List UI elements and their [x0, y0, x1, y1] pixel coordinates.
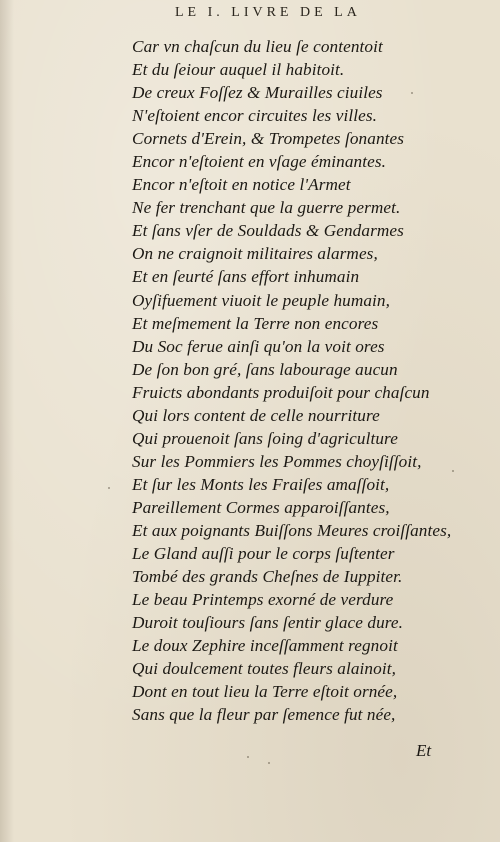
verse-line: Encor n'eſtoit en notice l'Armet: [132, 175, 351, 195]
verse-line: Qui prouenoit ſans ſoing d'agriculture: [132, 428, 398, 448]
verse-line: Et en ſeurté ſans effort inhumain: [132, 267, 360, 287]
verse-line: Le Gland auſſi pour le corps ſuſtenter: [132, 544, 395, 564]
verse-line: Le doux Zephire inceſſamment regnoit: [132, 636, 398, 656]
verse-line: Et ſur les Monts les Fraiſes amaſſoit,: [132, 474, 390, 494]
verse-line: N'eſtoient encor circuites les villes.: [132, 106, 378, 126]
verse-line: De ſon bon gré, ſans labourage aucun: [132, 359, 398, 379]
verse-line: Sur les Pommiers les Pommes choyſiſſoit,: [132, 451, 422, 471]
verse-line: Car vn chaſcun du lieu ſe contentoit: [132, 37, 383, 56]
verse-line: Qui doulcement toutes fleurs alainoit,: [132, 659, 396, 679]
page-gutter-shadow: [0, 0, 14, 842]
catchword: Et: [416, 741, 432, 760]
verse-line: Encor n'eſtoient en vſage éminantes.: [132, 152, 387, 172]
verse-line: Dont en tout lieu la Terre eſtoit ornée,: [132, 682, 398, 702]
verse-line: Et ſans vſer de Souldads & Gendarmes: [132, 221, 404, 241]
paper-speck: [247, 756, 249, 758]
verse-line: Ne fer trenchant que la guerre permet.: [132, 198, 401, 218]
paper-speck: [452, 470, 454, 472]
running-head: LE I. LIVRE DE LA: [175, 5, 361, 20]
paper-speck: [268, 762, 270, 764]
verse-line: Et du ſeiour auquel il habitoit.: [132, 60, 345, 80]
verse-line: On ne craignoit militaires alarmes,: [132, 244, 378, 264]
verse-line: De creux Foſſez & Murailles ciuiles: [132, 83, 383, 103]
verse-line: Oyſifuement viuoit le peuple humain,: [132, 290, 391, 310]
verse-line: Et meſmement la Terre non encores: [132, 313, 379, 333]
verse-line: Sans que la fleur par ſemence fut née,: [132, 705, 396, 725]
verse-line: Et aux poignants Buiſſons Meures croiſſantes,: [132, 520, 452, 540]
verse-line: Le beau Printemps exorné de verdure: [132, 590, 394, 610]
verse-line: Du Soc ferue ainſi qu'on la voit ores: [132, 336, 385, 356]
verse-text: [132, 35, 451, 726]
paper-speck: [108, 487, 110, 489]
verse-line: Duroit touſiours ſans ſentir glace dure.: [132, 613, 404, 633]
verse-line: Tombé des grands Cheſnes de Iuppiter.: [132, 567, 403, 587]
verse-line: Qui lors content de celle nourriture: [132, 405, 380, 425]
verse-line: Fruicts abondants produiſoit pour chaſcun: [132, 382, 430, 402]
paper-speck: [411, 92, 413, 94]
verse-line: Cornets d'Erein, & Trompetes ſonantes: [132, 129, 405, 149]
verse-line: Pareillement Cormes apparoiſſantes,: [132, 497, 390, 517]
